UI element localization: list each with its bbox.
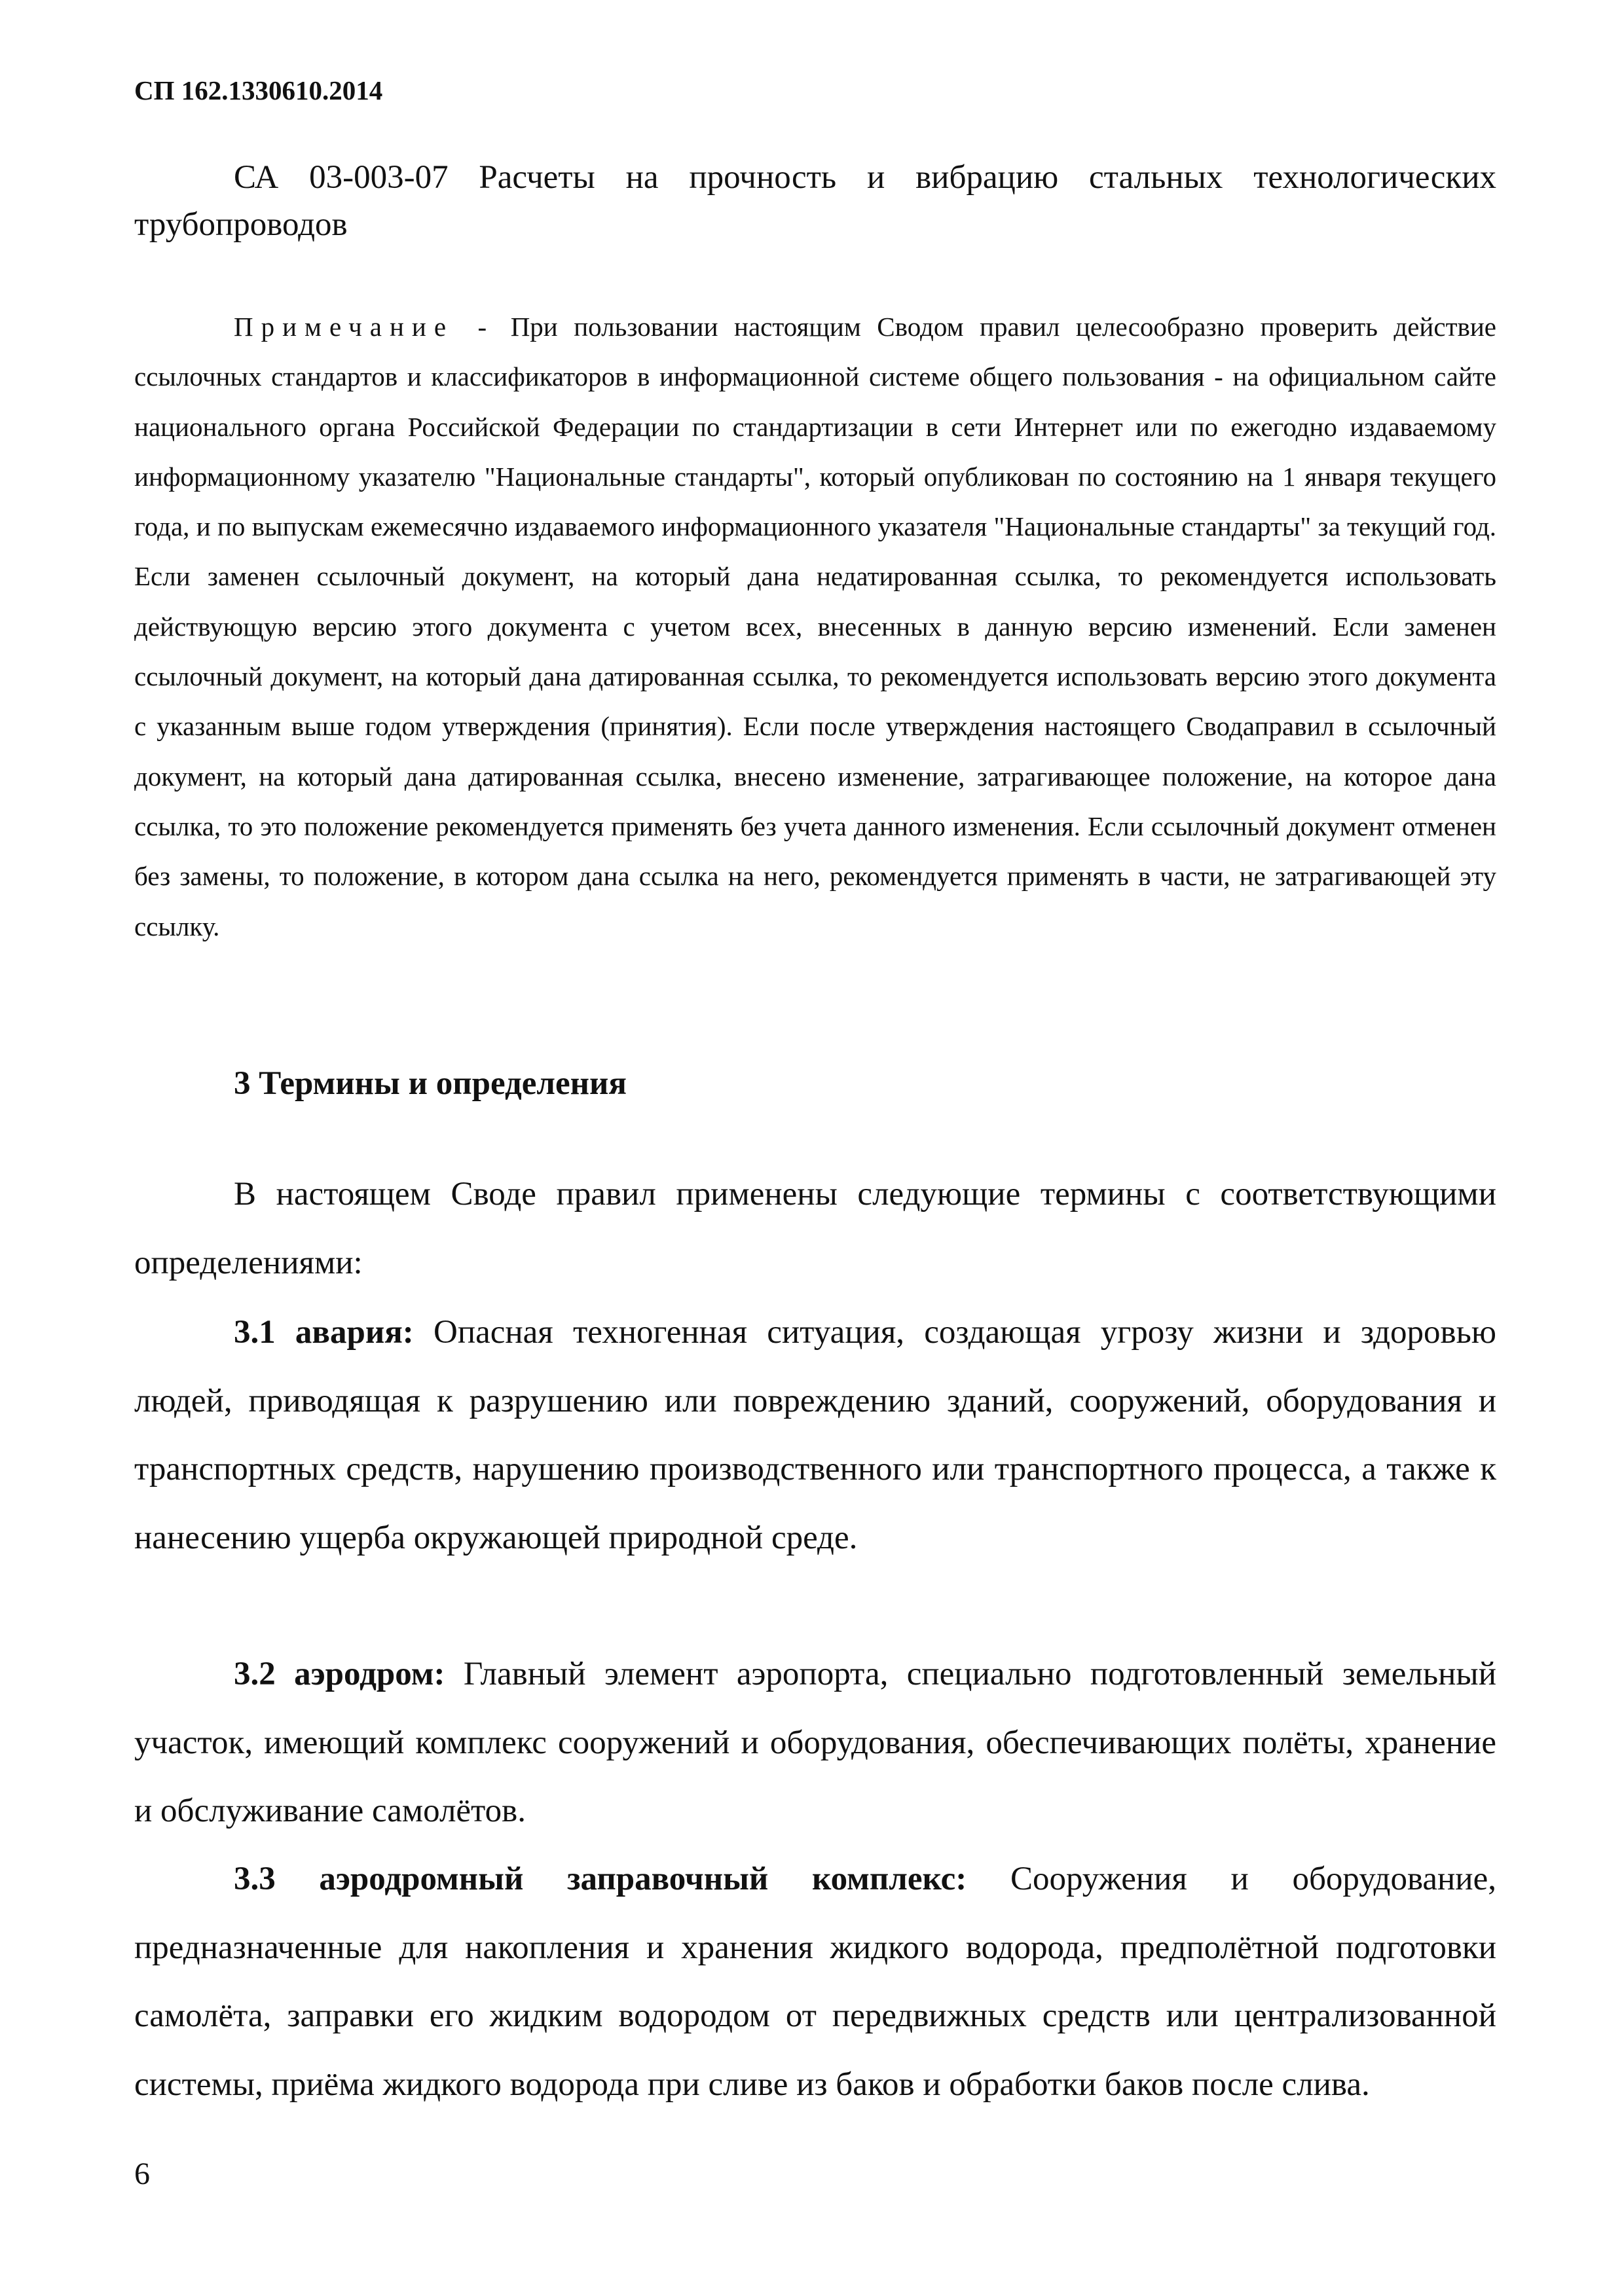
document-page — [134, 0, 1496, 2296]
term-definition-text: Сооружения и оборудование, предназначенные для накопления и хранения жидкого водорода, предполётной подготовки самолёта, заправки его жидким водородом от передвижных средств или централизованной системы, приёма жидкого водорода при сливе из баков и обработки баков после слива. — [134, 1861, 1496, 2103]
term-definition-3-2 — [134, 1640, 1496, 1846]
term-label: 3.1 авария: — [234, 1314, 414, 1351]
note-label: Примечание - — [234, 312, 495, 342]
term-definition-3-1 — [134, 1298, 1496, 1572]
note-paragraph — [134, 302, 1496, 951]
term-definition-text: Опасная техногенная ситуация, создающая угрозу жизни и здоровью людей, приводящая к разрушению или повреждению зданий, сооружений, оборудования и транспортных средств, нарушению производственного или транспортного процесса, а также к нанесению ущерба окружающей природной среде. — [134, 1314, 1496, 1556]
term-label: 3.2 аэродром: — [234, 1656, 445, 1692]
section-intro: В настоящем Своде правил применены следующие термины с соответствующими определениями: — [134, 1176, 1496, 1281]
page-number: 6 — [134, 2157, 150, 2191]
term-definition-3-3 — [134, 1845, 1496, 2119]
term-label: 3.3 аэродромный заправочный комплекс: — [234, 1861, 967, 1897]
normative-reference-entry: СА 03-003-07 Расчеты на прочность и вибрацию стальных технологических трубопроводов — [134, 159, 1496, 243]
note-text: При пользовании настоящим Сводом правил целесообразно проверить действие ссылочных стандартов и классификаторов в информационной системе общего пользования - на официальном сайте национального органа Российской Федерации по стандартизации в сети Интернет или по ежегодно издаваемому информационному указателю "Национальные стандарты", который опубликован по состоянию на 1 января текущего года, и по выпускам ежемесячно издаваемого информационного указателя "Национальные стандарты" за текущий год. Если заменен ссылочный документ, на который дана недатированная ссылка, то рекомендуется использовать действующую версию этого документа с учетом всех, внесенных в данную версию изменений. Если заменен ссылочный документ, на который дана датированная ссылка, то рекомендуется использовать версию этого документа с указанным выше годом утверждения (принятия). Если после утверждения настоящего Сводаправил в ссылочный документ, на который дана датированная ссылка, внесено изменение, затрагивающее положение, на которое дана ссылка, то это положение рекомендуется применять без учета данного изменения. Если ссылочный документ отменен без замены, то положение, в котором дана ссылка на него, рекомендуется применять в части, не затрагивающей эту ссылку. — [134, 312, 1496, 941]
document-code-header: СП 162.1330610.2014 — [134, 75, 383, 105]
term-definition-text: Главный элемент аэропорта, специально подготовленный земельный участок, имеющий комплекс сооружений и оборудования, обеспечивающих полёты, хранение и обслуживание самолётов. — [134, 1656, 1496, 1829]
section-heading: 3 Термины и определения — [234, 1065, 627, 1102]
